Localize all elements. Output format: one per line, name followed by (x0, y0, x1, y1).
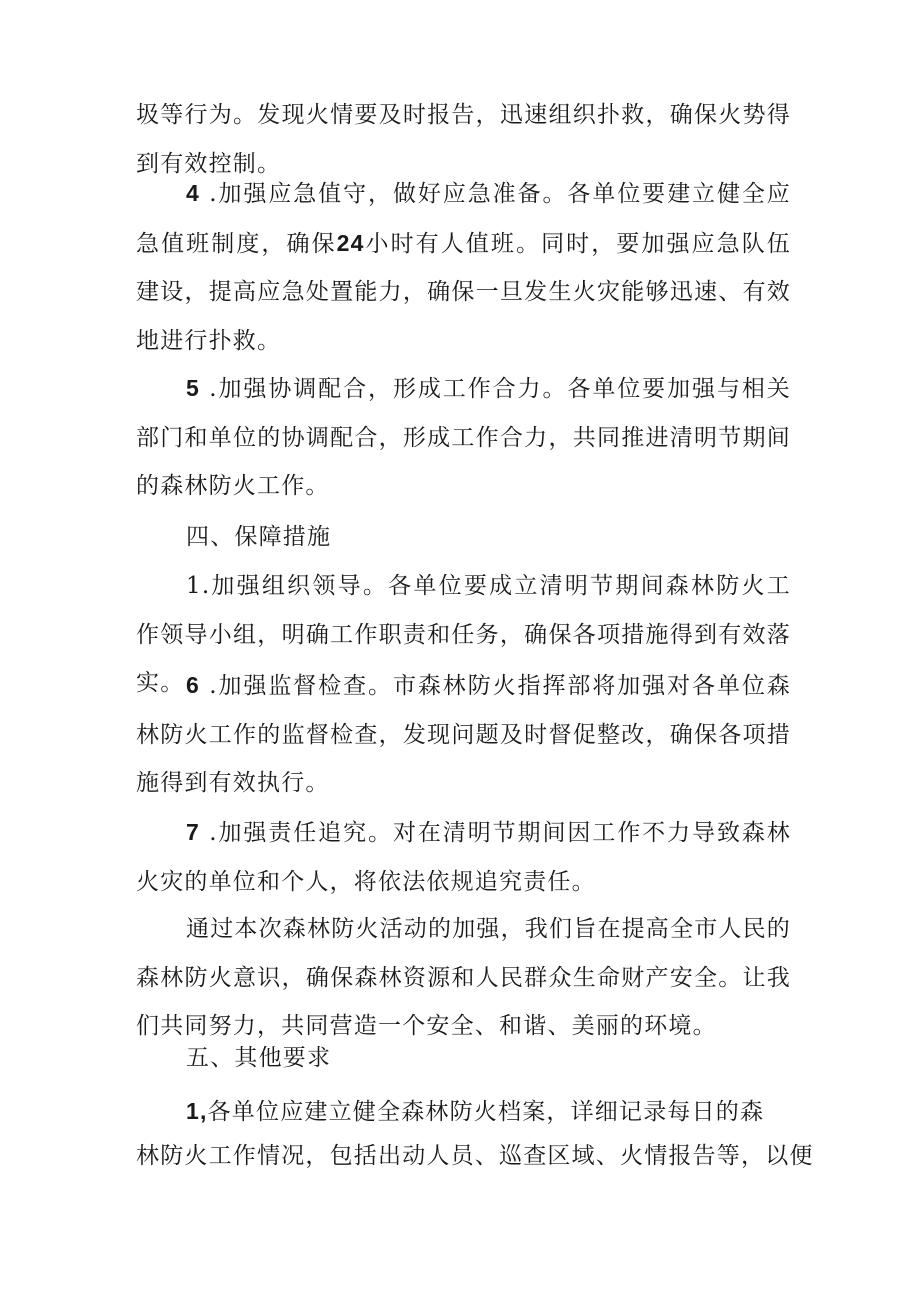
item-text: .加强责任追究。对在清明节期间因工作不力导致森林火灾的单位和个人，将依法依规追究责任。 (136, 820, 791, 895)
item-text: .加强应急值守，做好应急准备。各单位要建立健全应急值班制度，确保 (136, 181, 791, 257)
section-heading-4: 四、保障措施 (186, 524, 332, 550)
item-number: 6 (186, 672, 200, 698)
paragraph-item-4 (136, 169, 791, 365)
paragraph-requirement-1-line-1 (186, 1087, 764, 1136)
item-text: .加强协调配合，形成工作合力。各单位要加强与相关部门和单位的协调配合，形成工作合力，共同推进清明节期间的森林防火工作。 (136, 376, 791, 499)
paragraph-measure-6 (136, 661, 791, 808)
item-number: 5 (186, 375, 200, 401)
item-text-continued: 小时有人值班。同时，要加强应急队伍建设，提高应急处置能力，确保一旦发生火灾能够迅速、有效地进行扑救。 (136, 230, 791, 354)
paragraph-closing: 通过本次森林防火活动的加强，我们旨在提高全市人民的森林防火意识，确保森林资源和人民群众生命财产安全。让我们共同努力，共同营造一个安全、和谐、美丽的环境。 (136, 916, 791, 1039)
item-text: 各单位应建立健全森林防火档案，详细记录每日的森 (207, 1099, 765, 1125)
item-text: .加强监督检查。市森林防火指挥部将加强对各单位森林防火工作的监督检查，发现问题及时督促整改，确保各项措施得到有效执行。 (136, 673, 791, 796)
hours-number: 24 (336, 229, 365, 256)
paragraph-measure-1: 1.加强组织领导。各单位要成立清明节期间森林防火工作领导小组，明确工作职责和任务，确保各项措施得到有效落实。 (136, 573, 791, 696)
item-number: 4 (186, 180, 200, 206)
paragraph-fire-report: 圾等行为。发现火情要及时报告，迅速组织扑救，确保火势得到有效控制。 (136, 102, 791, 177)
section-heading-5: 五、其他要求 (186, 1045, 332, 1071)
paragraph-item-5 (136, 364, 791, 511)
paragraph-requirement-1-line-2: 林防火工作情况，包括出动人员、巡查区域、火情报告等，以便 (136, 1143, 814, 1169)
item-number: 1, (186, 1098, 208, 1124)
paragraph-measure-7 (136, 808, 791, 906)
item-number: 7 (186, 819, 200, 845)
